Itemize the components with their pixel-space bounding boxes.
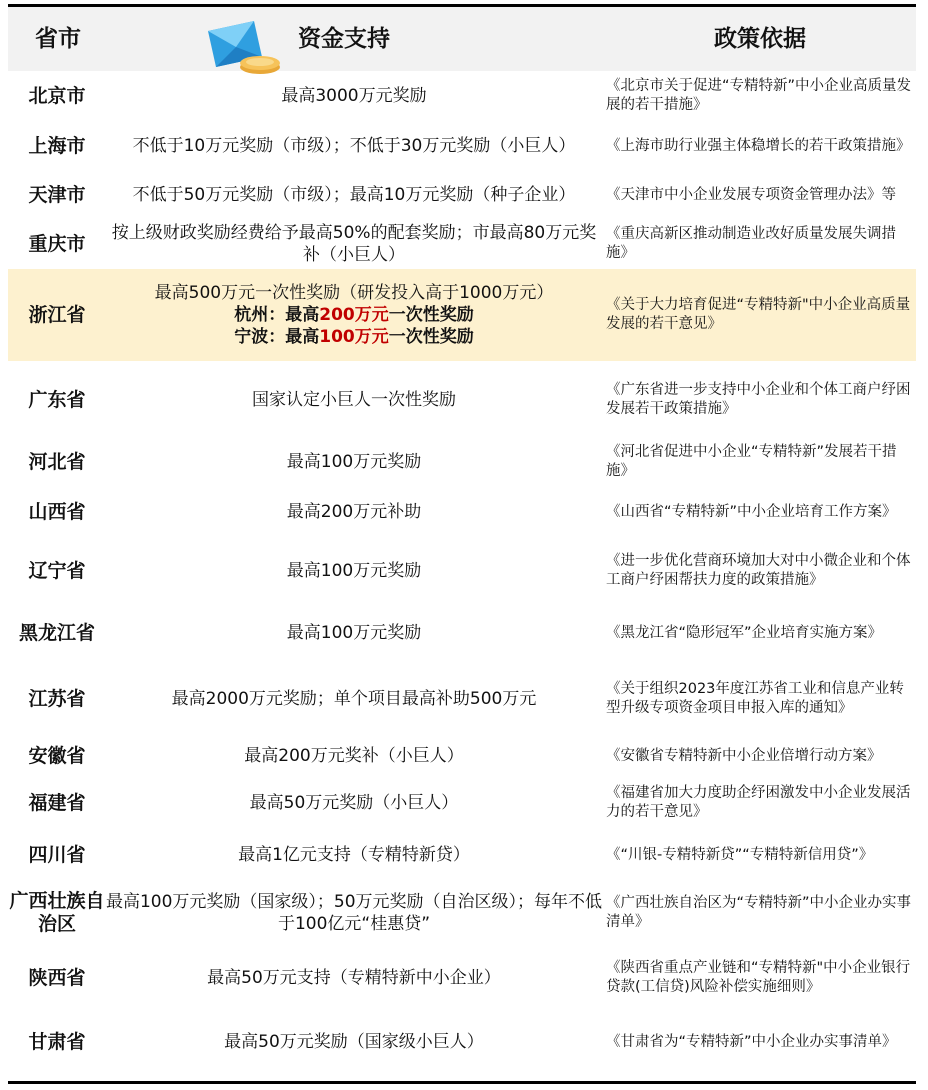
table-header — [8, 7, 916, 71]
hangzhou-amount: 200万元 — [319, 305, 389, 325]
policy-cell: 《山西省“专精特新”中小企业培育工作方案》 — [606, 503, 897, 520]
province-cell: 甘肃省 — [28, 1030, 86, 1053]
province-cell: 天津市 — [28, 183, 86, 206]
ningbo-suffix: 一次性奖励 — [388, 327, 474, 347]
province-cell: 安徽省 — [28, 744, 86, 767]
policy-cell: 《重庆高新区推动制造业改好质量发展失调措施》 — [606, 226, 896, 261]
table-row — [8, 777, 916, 829]
policy-cell: 《广西壮族自治区为“专精特新”中小企业办实事清单》 — [606, 895, 912, 930]
policy-cell: 《关于组织2023年度江苏省工业和信息产业转型升级专项资金项目申报入库的通知》 — [606, 681, 904, 716]
province-cell: 广西壮族自治区 — [9, 890, 105, 935]
table-row — [8, 603, 916, 663]
province-cell: 广东省 — [28, 388, 86, 411]
ningbo-amount: 100万元 — [319, 327, 389, 347]
policy-cell: 《北京市关于促进“专精特新”中小企业高质量发展的若干措施》 — [606, 78, 912, 113]
funding-cell: 最高50万元奖励（小巨人） — [249, 793, 459, 813]
hangzhou-prefix: 杭州：最高 — [234, 305, 320, 325]
province-cell: 浙江省 — [28, 303, 86, 326]
province-cell: 江苏省 — [28, 687, 86, 710]
policy-cell: 《天津市中小企业发展专项资金管理办法》等 — [606, 186, 896, 203]
funding-cell: 不低于50万元奖励（市级）；最高10万元奖励（种子企业） — [132, 185, 576, 205]
funding-cell — [104, 282, 604, 348]
province-cell: 四川省 — [28, 843, 86, 866]
funding-cell: 最高100万元奖励（国家级）；50万元奖励（自治区级）；每年不低于100亿元“桂惠贷” — [105, 892, 603, 934]
header-funding: 资金支持 — [298, 26, 390, 52]
table-row — [8, 663, 916, 735]
funding-cell: 最高3000万元奖励 — [281, 86, 427, 106]
funding-cell: 最高2000万元奖励；单个项目最高补助500万元 — [171, 689, 537, 709]
table-row — [8, 945, 916, 1011]
table-row — [8, 439, 916, 485]
funding-cell: 最高100万元奖励 — [286, 452, 422, 472]
funding-cell: 最高50万元支持（专精特新中小企业） — [207, 968, 501, 988]
policy-cell: 《甘肃省为“专精特新”中小企业办实事清单》 — [606, 1033, 897, 1050]
table-row — [8, 71, 916, 121]
ningbo-prefix: 宁波：最高 — [234, 327, 320, 347]
funding-cell: 最高50万元奖励（国家级小巨人） — [224, 1032, 484, 1052]
header-policy: 政策依据 — [714, 26, 806, 52]
policy-cell: 《“川银-专精特新贷”“专精特新信用贷”》 — [606, 846, 874, 863]
table-row — [8, 485, 916, 539]
policy-cell: 《上海市助行业强主体稳增长的若干政策措施》 — [606, 137, 911, 154]
policy-cell: 《关于大力培育促进“专精特新"中小企业高质量发展的若干意见》 — [606, 297, 911, 332]
funding-cell: 最高1亿元支持（专精特新贷） — [238, 845, 470, 865]
funding-cell: 最高100万元奖励 — [286, 623, 422, 643]
policy-cell: 《广东省进一步支持中小企业和个体工商户纾困发展若干政策措施》 — [606, 382, 911, 417]
province-cell: 上海市 — [28, 134, 86, 157]
table-row — [8, 361, 916, 439]
province-cell: 河北省 — [28, 450, 86, 473]
province-cell: 陕西省 — [28, 966, 86, 989]
table-row — [8, 881, 916, 945]
bottom-rule — [8, 1081, 916, 1084]
table-row — [8, 219, 916, 269]
policy-cell: 《河北省促进中小企业“专精特新”发展若干措施》 — [606, 444, 897, 479]
table-row-highlighted — [8, 269, 916, 361]
table-row — [8, 121, 916, 171]
province-cell: 福建省 — [28, 791, 86, 814]
hangzhou-suffix: 一次性奖励 — [388, 305, 474, 325]
policy-cell: 《黑龙江省“隐形冠军”企业培育实施方案》 — [606, 624, 883, 641]
funding-line-hangzhou — [104, 304, 604, 326]
header-province: 省市 — [35, 26, 81, 52]
funding-line-ningbo — [104, 326, 604, 348]
province-cell: 重庆市 — [28, 232, 86, 255]
province-cell: 山西省 — [28, 500, 86, 523]
funding-line-general: 最高500万元一次性奖励（研发投入高于1000万元） — [154, 283, 554, 303]
table-row — [8, 171, 916, 219]
table-row — [8, 829, 916, 881]
province-cell: 辽宁省 — [28, 559, 86, 582]
funding-cell: 不低于10万元奖励（市级）；不低于30万元奖励（小巨人） — [132, 136, 576, 156]
table-row — [8, 539, 916, 603]
funding-cell: 最高100万元奖励 — [286, 561, 422, 581]
funding-cell: 最高200万元奖补（小巨人） — [244, 746, 464, 766]
policy-cell: 《福建省加大力度助企纾困激发中小企业发展活力的若干意见》 — [606, 785, 911, 820]
funding-cell: 按上级财政奖励经费给予最高50%的配套奖励；市最高80万元奖补（小巨人） — [111, 223, 597, 265]
province-cell: 北京市 — [28, 84, 86, 107]
policy-cell: 《安徽省专精特新中小企业倍增行动方案》 — [606, 747, 882, 764]
table-row — [8, 735, 916, 777]
policy-cell: 《进一步优化营商环境加大对中小微企业和个体工商户纾困帮扶力度的政策措施》 — [606, 553, 911, 588]
policy-cell: 《陕西省重点产业链和“专精特新"中小企业银行贷款(工信贷)风险补偿实施细则》 — [606, 960, 911, 995]
table-row — [8, 1011, 916, 1073]
province-cell: 黑龙江省 — [18, 621, 95, 644]
funding-cell: 国家认定小巨人一次性奖励 — [252, 390, 456, 410]
funding-cell: 最高200万元补助 — [286, 502, 422, 522]
